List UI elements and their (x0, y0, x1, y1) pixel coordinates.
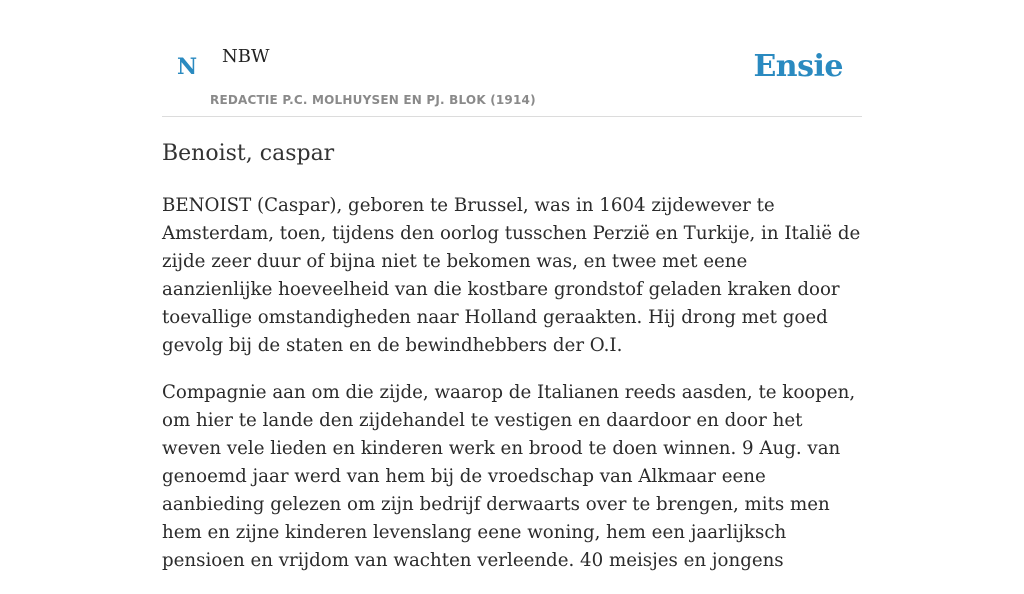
brand-logo[interactable]: Ensie (753, 49, 843, 84)
article-paragraph: Compagnie aan om die zijde, waarop de Italianen reeds aasden, te koopen, om hier te lande den zijdehandel te vestigen en daardoor en door het weven vele lieden en kinderen werk en brood te doen winnen. 9 Aug. van genoemd jaar werd van hem bij de vroedschap van Alkmaar eene aanbieding gelezen om zijn bedrijf derwaarts over te brengen, mits men hem en zijne kinderen levenslang eene woning, hem een jaarlijksch pensioen en vrijdom van wachten verleende. 40 meisjes en jongens (162, 382, 856, 571)
article-body (162, 192, 862, 594)
article-paragraph: BENOIST (Caspar), geboren te Brussel, was in 1604 zijdewever te Amsterdam, toen, tijdens den oorlog tusschen Perzië en Turkije, in Italië de zijde zeer duur of bijna niet te bekomen was, en twee met eene aanzienlijke hoeveelheid van die kostbare grondstof geladen kraken door toevallige omstandigheden naar Holland geraakten. Hij drong met goed gevolg bij de staten en de bewindhebbers der O.I. (162, 195, 861, 356)
source-subtitle: REDACTIE P.C. MOLHUYSEN EN PJ. BLOK (1914) (210, 93, 536, 107)
page-header (162, 0, 862, 117)
source-logo[interactable]: N (177, 54, 198, 80)
article-title: Benoist, caspar (162, 141, 335, 166)
source-name[interactable]: NBW (222, 46, 270, 67)
